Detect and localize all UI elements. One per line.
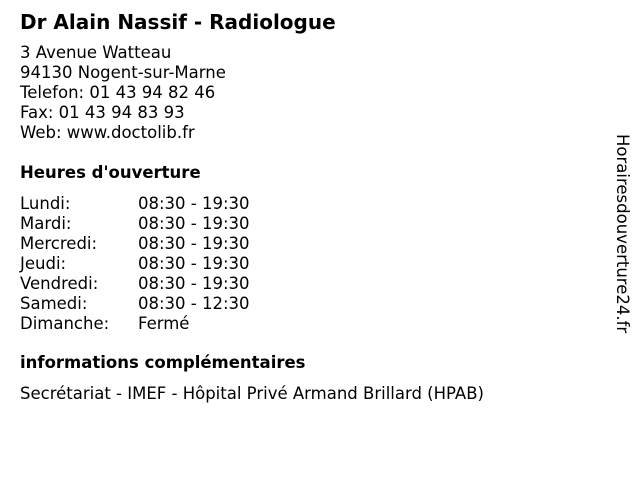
- time-range: 08:30 - 19:30: [138, 254, 250, 273]
- day-label: Vendredi:: [20, 274, 99, 293]
- city-postal-code: 94130 Nogent-sur-Marne: [20, 63, 226, 82]
- phone-number: Telefon: 01 43 94 82 46: [20, 83, 216, 102]
- opening-hours-heading: Heures d'ouverture: [20, 163, 201, 182]
- day-label: Lundi:: [20, 194, 71, 213]
- additional-info-text: Secrétariat - IMEF - Hôpital Privé Armand Brillard (HPAB): [20, 384, 484, 403]
- day-label: Jeudi:: [20, 254, 67, 273]
- site-watermark: Horairesdouverture24.fr: [613, 134, 632, 334]
- address-block: [20, 43, 226, 143]
- website: Web: www.doctolib.fr: [20, 123, 195, 142]
- time-range: Fermé: [138, 314, 190, 333]
- street-address: 3 Avenue Watteau: [20, 43, 172, 62]
- fax-number: Fax: 01 43 94 83 93: [20, 103, 185, 122]
- day-label: Mercredi:: [20, 234, 98, 253]
- day-label: Samedi:: [20, 294, 88, 313]
- time-range: 08:30 - 19:30: [138, 234, 250, 253]
- time-range: 08:30 - 19:30: [138, 274, 250, 293]
- time-range: 08:30 - 19:30: [138, 214, 250, 233]
- time-range: 08:30 - 12:30: [138, 294, 250, 313]
- time-range: 08:30 - 19:30: [138, 194, 250, 213]
- additional-info-heading: informations complémentaires: [20, 353, 306, 372]
- page-title: Dr Alain Nassif - Radiologue: [20, 10, 336, 34]
- day-label: Mardi:: [20, 214, 72, 233]
- day-label: Dimanche:: [20, 314, 110, 333]
